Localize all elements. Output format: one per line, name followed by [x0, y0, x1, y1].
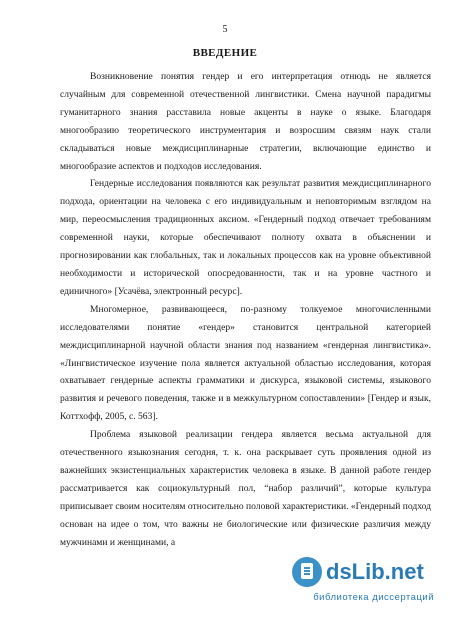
- watermark-tagline: библиотека диссертаций: [313, 592, 434, 603]
- paragraph-1: Возникновение понятия гендер и его интерпретация отнюдь не является случайным для современной отечественной лингвистики. Смена научной парадигмы гуманитарного знания расставила новые акценты в науке о языке. Благодаря многообразию теоретического инструментария и возросшим связям наук стали складываться новые междисциплинарные стратегии, включающие единство и многообразие аспектов и подходов исследования.: [60, 71, 431, 172]
- paragraph-2: Гендерные исследования появляются как результат развития междисциплинарного подхода, ориентации на человека с его индивидуальным и неповторимым взглядом на мир, переосмысления традиционных аксиом. «Гендерный подход отвечает требованиям современной науки, которые обеспечивают полноту охвата в объяснении и прогнозировании как глобальных, так и локальных процессов как на уровне объективной необходимости и исторической опосредованности, так и на уровне частного и единичного» [Усачёва, электронный ресурс].: [60, 178, 431, 297]
- document-icon: [292, 557, 322, 587]
- watermark-brand: dsLib.net: [326, 559, 424, 584]
- dslib-watermark: [286, 555, 436, 611]
- page-number: 5: [222, 24, 228, 35]
- paragraph-4: Проблема языковой реализации гендера является весьма актуальной для отечественного языкознания сегодня, т. к. она раскрывает суть проявления одной из важнейших экзистенциальных характеристик человека в языке. В данной работе гендер рассматривается как социокультурный пол, “набор различий”, которые культура приписывает своим носителям относительно половой характеристики. «Гендерный подход основан на идее о том, что важны не биологические или физические различия между мужчинами и женщинами, а: [60, 429, 431, 548]
- paragraph-3: Многомерное, развивающееся, по-разному толкуемое многочисленными исследователями понятие «гендер» становится центральной категорией междисциплинарной научной области знания под названием «гендерная лингвистика». «Лингвистическое изучение пола является актуальной областью исследования, которая охватывает гендерные аспекты грамматики и дискурса, языковой системы, языкового развития и речевого поведения, также и в межкультурном сопоставлении» [Гендер и язык, Коттхофф, 2005, с. 563].: [60, 303, 431, 423]
- watermark-logo-row: [292, 557, 432, 587]
- body-text: [60, 68, 431, 551]
- section-heading: ВВЕДЕНИЕ: [192, 47, 258, 59]
